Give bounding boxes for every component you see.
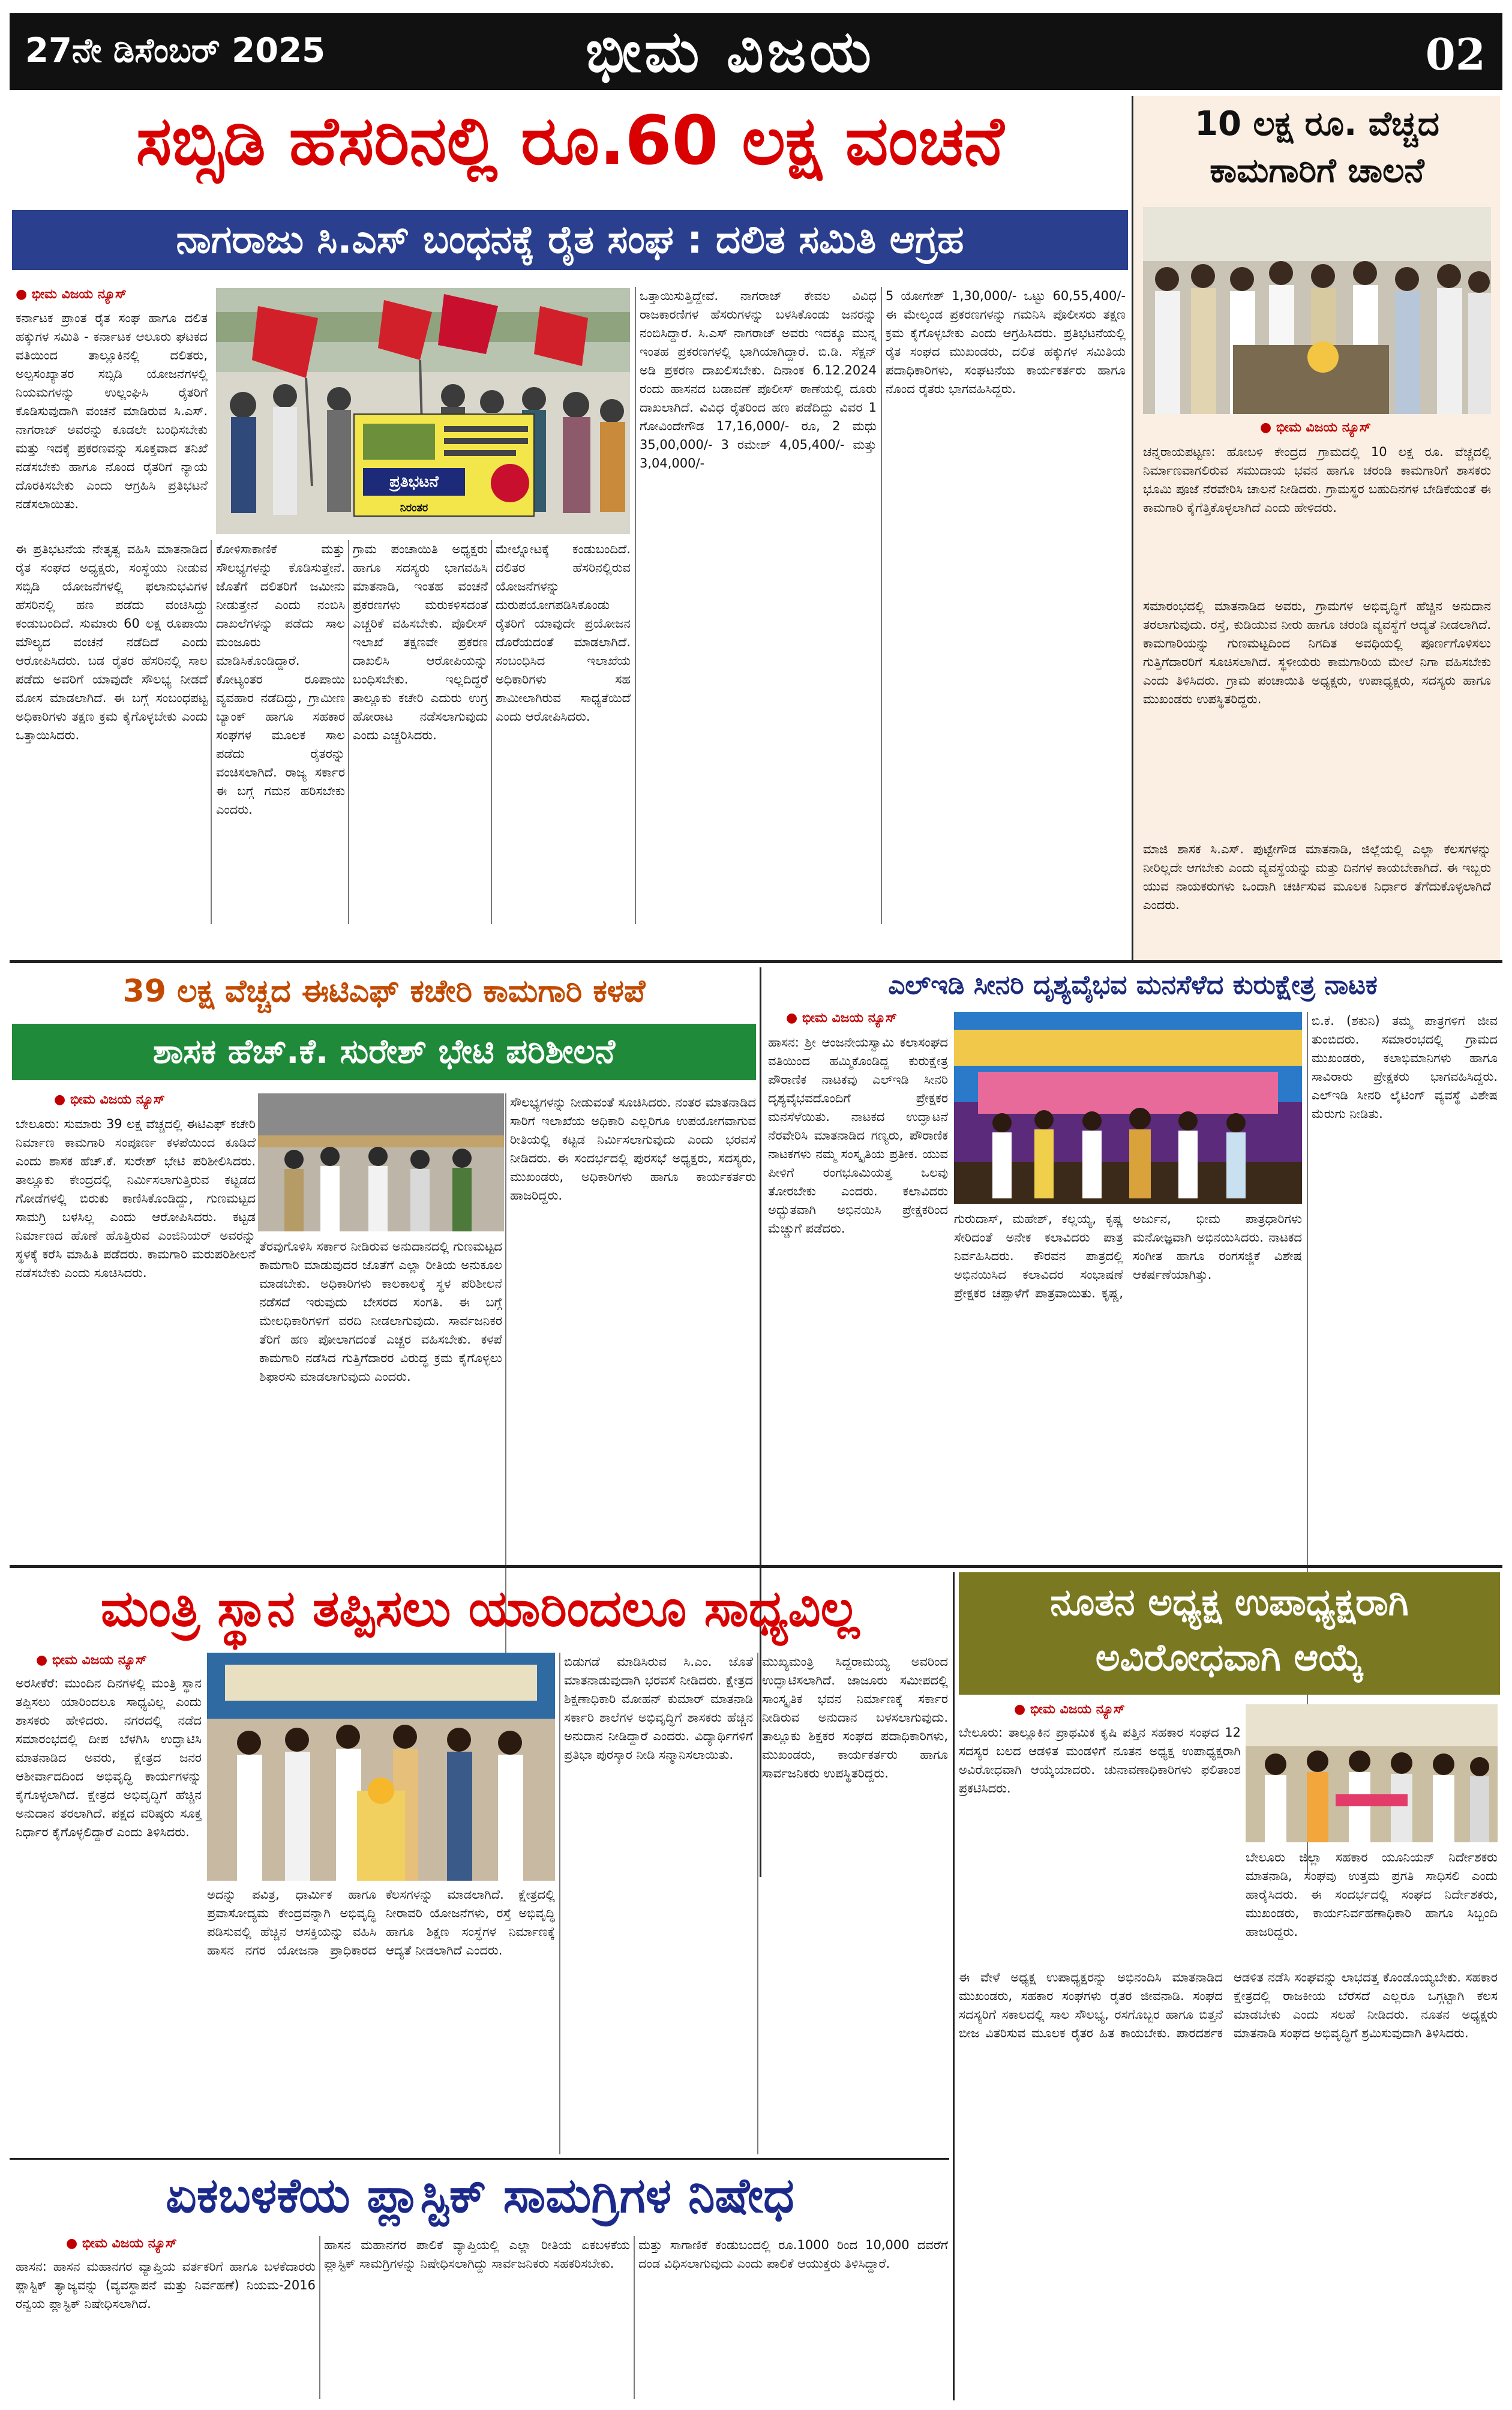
story3-headline: 39 ಲಕ್ಷ ವೆಚ್ಚದ ಈಟಿಎಫ್ ಕಚೇರಿ ಕಾಮಗಾರಿ ಕಳಪೆ [122,973,646,1009]
story4-headline: ಎಲ್ಇಡಿ ಸೀನರಿ ದೃಶ್ಯವೈಭವ ಮನಸೆಳೆದ ಕುರುಕ್ಷೇತ್ರ ನಾಟಕ [888,970,1378,1000]
protest-banner-text: ಪ್ರತಿಭಟನೆ [389,473,439,491]
story1-photo [216,288,630,534]
story1-col-mid1: ಕೋಳಿಸಾಕಾಣಿಕೆ ಮತ್ತು ಸೌಲಭ್ಯಗಳನ್ನು ಕೊಡಿಸುತ್ತೇನೆ. ಜೊತೆಗೆ ದಲಿತರಿಗೆ ಜಮೀನು ನೀಡುತ್ತೇನೆ ಎಂದು ನಂಬಿಸಿ ದಾಖಲೆಗಳನ್ನು ಪಡೆದು ಸಾಲ ಮಂಜೂರು ಮಾಡಿಸಿಕೊಂಡಿದ್ದಾರೆ. ಕೋಟ್ಯಂತರ ರೂಪಾಯಿ ವ್ಯವಹಾರ ನಡೆದಿದ್ದು, ಗ್ರಾಮೀಣ ಬ್ಯಾಂಕ್ ಹಾಗೂ ಸಹಕಾರ ಸಂಘಗಳ ಮೂಲಕ ಸಾಲ ಪಡೆದು ರೈತರನ್ನು ವಂಚಿಸಲಾಗಿದೆ. ರಾಜ್ಯ ಸರ್ಕಾರ ಈ ಬಗ್ಗೆ ಗಮನ ಹರಿಸಬೇಕು ಎಂದರು. [216,542,345,817]
story4-col3: ಬಿ.ಕೆ. (ಶಕುನಿ) ತಮ್ಮ ಪಾತ್ರಗಳಿಗೆ ಜೀವ ತುಂಬಿದರು. ಸಮಾರಂಭದಲ್ಲಿ ಗ್ರಾಮದ ಮುಖಂಡರು, ಕಲಾಭಿಮಾನಿಗಳು ಹಾಗೂ ಸಾವಿರಾರು ಪ್ರೇಕ್ಷಕರು ಭಾಗವಹಿಸಿದ್ದರು. ಎಲ್ಇಡಿ ಸೀನರಿ ಲೈಟಿಂಗ್ ವ್ಯವಸ್ಥೆ ವಿಶೇಷ ಮೆರುಗು ನೀಡಿತು. [1312,1014,1498,1121]
column-divider [953,1572,955,2400]
story1-headline: ಸಬ್ಸಿಡಿ ಹೆಸರಿನಲ್ಲಿ ರೂ.60 ಲಕ್ಷ ವಂಚನೆ [136,102,1004,180]
story2-headline: 10 ಲಕ್ಷ ರೂ. ವೆಚ್ಚದ ಕಾಮಗಾರಿಗೆ ಚಾಲನೆ [1195,104,1439,190]
story7-col3: ಮತ್ತು ಸಾಗಾಣಿಕೆ ಕಂಡುಬಂದಲ್ಲಿ ರೂ.1000 ರಿಂದ 10,000 ದವರೆಗೆ ದಂಡ ವಿಧಿಸಲಾಗುವುದು ಎಂದು ಪಾಲಿಕೆ ಆಯುಕ್ತರು ತಿಳಿಸಿದ್ದಾರೆ. [638,2238,948,2271]
story2-body-c: ಮಾಜಿ ಶಾಸಕ ಸಿ.ಎಸ್. ಪುಟ್ಟೇಗೌಡ ಮಾತನಾಡಿ, ಜಿಲ್ಲೆಯಲ್ಲಿ ಎಲ್ಲಾ ಕೆಲಸಗಳನ್ನು ನೀರಿಲ್ಲದೇ ಆಗಬೇಕು ಎಂದು ವ್ಯವಸ್ಥೆಯನ್ನು ಮತ್ತು ದಿನಗಳ ಕಾಯಬೇಕಾಗಿದೆ. ಈ ಇಬ್ಬರು ಯುವ ನಾಯಕರುಗಳು ಒಂದಾಗಿ ಚರ್ಚಿಸುವ ಮೂಲಕ ನಿರ್ಧಾರ ತೆಗೆದುಕೊಳ್ಳಲಾಗಿದೆ ಎಂದರು. [1143,842,1491,912]
column-divider [211,540,212,924]
page-number: 02 [1425,29,1486,80]
story2-photo [1143,207,1491,414]
column-divider [491,540,492,924]
column-divider [757,1653,758,2154]
column-divider [635,287,636,924]
story2-body-a: ಚನ್ನರಾಯಪಟ್ಟಣ: ಹೋಬಳಿ ಕೇಂದ್ರದ ಗ್ರಾಮದಲ್ಲಿ 10 ಲಕ್ಷ ರೂ. ವೆಚ್ಚದಲ್ಲಿ ನಿರ್ಮಾಣವಾಗಲಿರುವ ಸಮುದಾಯ ಭವನ ಹಾಗೂ ಚರಂಡಿ ಕಾಮಗಾರಿಗೆ ಶಾಸಕರು ಭೂಮಿ ಪೂಜೆ ನೆರವೇರಿಸಿ ಚಾಲನೆ ನೀಡಿದರು. ಗ್ರಾಮಸ್ಥರ ಬಹುದಿನಗಳ ಬೇಡಿಕೆಯಂತೆ ಈ ಕಾಮಗಾರಿ ಕೈಗೆತ್ತಿಕೊಳ್ಳಲಾಗಿದೆ ಎಂದು ಹೇಳಿದರು. [1143,445,1491,515]
story1-col-mid2: ಗ್ರಾಮ ಪಂಚಾಯಿತಿ ಅಧ್ಯಕ್ಷರು ಹಾಗೂ ಸದಸ್ಯರು ಭಾಗವಹಿಸಿ ಮಾತನಾಡಿ, ಇಂತಹ ವಂಚನೆ ಪ್ರಕರಣಗಳು ಮರುಕಳಿಸದಂತೆ ಎಚ್ಚರಿಕೆ ವಹಿಸಬೇಕು. ಪೊಲೀಸ್ ಇಲಾಖೆ ತಕ್ಷಣವೇ ಪ್ರಕರಣ ದಾಖಲಿಸಿ ಆರೋಪಿಯನ್ನು ಬಂಧಿಸಬೇಕು. ಇಲ್ಲದಿದ್ದರೆ ತಾಲ್ಲೂಕು ಕಚೇರಿ ಎದುರು ಉಗ್ರ ಹೋರಾಟ ನಡೆಸಲಾಗುವುದು ಎಂದು ಎಚ್ಚರಿಸಿದರು. [353,542,488,742]
story2-body-b: ಸಮಾರಂಭದಲ್ಲಿ ಮಾತನಾಡಿದ ಅವರು, ಗ್ರಾಮಗಳ ಅಭಿವೃದ್ಧಿಗೆ ಹೆಚ್ಚಿನ ಅನುದಾನ ತರಲಾಗುವುದು. ರಸ್ತೆ, ಕುಡಿಯುವ ನೀರು ಹಾಗೂ ಚರಂಡಿ ವ್ಯವಸ್ಥೆಗೆ ಆದ್ಯತೆ ನೀಡಲಾಗಿದೆ. ಕಾಮಗಾರಿಯನ್ನು ಗುಣಮಟ್ಟದಿಂದ ನಿಗದಿತ ಅವಧಿಯಲ್ಲಿ ಪೂರ್ಣಗೊಳಿಸಲು ಗುತ್ತಿಗೆದಾರರಿಗೆ ಸೂಚಿಸಲಾಗಿದೆ. ಸ್ಥಳೀಯರು ಕಾಮಗಾರಿಯ ಮೇಲೆ ನಿಗಾ ವಹಿಸಬೇಕು ಎಂದು ತಿಳಿಸಿದರು. ಗ್ರಾಮ ಪಂಚಾಯಿತಿ ಅಧ್ಯಕ್ಷರು, ಉಪಾಧ್ಯಕ್ಷರು, ಸದಸ್ಯರು ಹಾಗೂ ಮುಖಂಡರು ಉಪಸ್ಥಿತರಿದ್ದರು. [1143,599,1491,706]
story1-col-left-a: ಕರ್ನಾಟಕ ಪ್ರಾಂತ ರೈತ ಸಂಘ ಹಾಗೂ ದಲಿತ ಹಕ್ಕುಗಳ ಸಮಿತಿ - ಕರ್ನಾಟಕ ಆಲೂರು ಘಟಕದ ವತಿಯಿಂದ ತಾಲ್ಲೂಕಿನಲ್ಲಿ ದಲಿತರು, ಅಲ್ಪಸಂಖ್ಯಾತರ ಸಬ್ಸಿಡಿ ಯೋಜನೆಗಳಲ್ಲಿ ನಿಯಮಗಳನ್ನು ಉಲ್ಲಂಘಿಸಿ ರೈತರಿಗೆ ಕೊಡಿಸುವುದಾಗಿ ವಂಚನೆ ಮಾಡಿರುವ ಸಿ.ಎಸ್. ನಾಗರಾಜ್ ಅವರನ್ನು ಕೂಡಲೇ ಬಂಧಿಸಬೇಕು ಮತ್ತು ಇದಕ್ಕೆ ಪ್ರಕರಣವನ್ನು ಸೂಕ್ತವಾದ ತನಿಖೆ ನಡೆಸಬೇಕು ಹಾಗೂ ನೊಂದ ರೈತರಿಗೆ ನ್ಯಾಯ ದೊರಕಿಸಬೇಕು ಎಂದು ಆಗ್ರಹಿಸಿ ಪ್ರತಿಭಟನೆ ನಡೆಸಲಾಯಿತು. [16,311,208,511]
story7-col1: ಹಾಸನ: ಹಾಸನ ಮಹಾನಗರ ವ್ಯಾಪ್ತಿಯ ವರ್ತಕರಿಗೆ ಹಾಗೂ ಬಳಕೆದಾರರು ಪ್ಲಾಸ್ಟಿಕ್ ತ್ಯಾಜ್ಯವನ್ನು (ವ್ಯವಸ್ಥಾಪನೆ ಮತ್ತು ನಿರ್ವಹಣೆ) ನಿಯಮ-2016 ರನ್ವಯ ಪ್ಲಾಸ್ಟಿಕ್ ನಿಷೇಧಿಸಲಾಗಿದೆ. [16,2259,316,2311]
story1-col-right1: ಒತ್ತಾಯಿಸುತ್ತಿದ್ದೇವೆ. ನಾಗರಾಜ್ ಕೇವಲ ವಿವಿಧ ರಾಜಕಾರಣಿಗಳ ಹೆಸರುಗಳನ್ನು ಬಳಸಿಕೊಂಡು ಜನರನ್ನು ನಂಬಿಸಿದ್ದಾರೆ. ಸಿ.ಎಸ್ ನಾಗರಾಜ್ ಅವರು ಇದಕ್ಕೂ ಮುನ್ನ ಇಂತಹ ಪ್ರಕರಣಗಳಲ್ಲಿ ಭಾಗಿಯಾಗಿದ್ದಾರೆ. ಬಿ.ಡಿ. ಸೆಕ್ಷನ್ ಅಡಿ ಪ್ರಕರಣ ದಾಖಲಿಸಬೇಕು. ದಿನಾಂಕ 6.12.2024 ರಂದು ಹಾಸನದ ಬಡಾವಣೆ ಪೊಲೀಸ್ ಠಾಣೆಯಲ್ಲಿ ದೂರು ದಾಖಲಾಗಿದೆ. ವಿವಿಧ ರೈತರಿಂದ ಹಣ ಪಡೆದಿದ್ದು ವಿವರ 1 ಗೋವಿಂದೇಗೌಡ 17,16,000/- ರೂ, 2 ಮಧು 35,00,000/- 3 ರಮೇಶ್ 4,05,400/- ಮತ್ತು 3,04,000/- [640,289,877,470]
story4-byline: ● ಭೀಮ ವಿಜಯ ನ್ಯೂಸ್ [786,1011,897,1026]
story5-photo [207,1653,555,1881]
masthead [10,13,1502,90]
section-divider [10,960,1502,963]
newspaper-name: ಭೀಮ ವಿಜಯ [586,18,875,85]
story6-body-c: ಬೇಲೂರು ಜಿಲ್ಲಾ ಸಹಕಾರ ಯೂನಿಯನ್ ನಿರ್ದೇಶಕರು ಮಾತನಾಡಿ, ಸಂಘವು ಉತ್ತಮ ಪ್ರಗತಿ ಸಾಧಿಸಲಿ ಎಂದು ಹಾರೈಸಿದರು. ಈ ಸಂದರ್ಭದಲ್ಲಿ ಸಂಘದ ನಿರ್ದೇಶಕರು, ಮುಖಂಡರು, ಕಾರ್ಯನಿರ್ವಹಣಾಧಿಕಾರಿ ಹಾಗೂ ಸಿಬ್ಬಂದಿ ಹಾಜರಿದ್ದರು. [1246,1850,1498,1939]
column-divider [881,287,882,924]
story1-subhead: ನಾಗರಾಜು ಸಿ.ಎಸ್ ಬಂಧನಕ್ಕೆ ರೈತ ಸಂಘ : ದಲಿತ ಸಮಿತಿ ಆಗ್ರಹ [12,210,1128,270]
story5-col1: ಅರಸೀಕೆರೆ: ಮುಂದಿನ ದಿನಗಳಲ್ಲಿ ಮಂತ್ರಿ ಸ್ಥಾನ ತಪ್ಪಿಸಲು ಯಾರಿಂದಲೂ ಸಾಧ್ಯವಿಲ್ಲ ಎಂದು ಶಾಸಕರು ಹೇಳಿದರು. ನಗರದಲ್ಲಿ ನಡೆದ ಸಮಾರಂಭದಲ್ಲಿ ದೀಪ ಬೆಳಗಿಸಿ ಉದ್ಘಾಟಿಸಿ ಮಾತನಾಡಿದ ಅವರು, ಕ್ಷೇತ್ರದ ಜನರ ಆಶೀರ್ವಾದದಿಂದ ಅಭಿವೃದ್ಧಿ ಕಾರ್ಯಗಳನ್ನು ಕೈಗೊಳ್ಳಲಾಗಿದೆ. ಕ್ಷೇತ್ರದ ಅಭಿವೃದ್ಧಿಗೆ ಹೆಚ್ಚಿನ ಅನುದಾನ ತರಲಾಗಿದೆ. ಪಕ್ಷದ ವರಿಷ್ಠರು ಸೂಕ್ತ ನಿರ್ಧಾರ ಕೈಗೊಳ್ಳಲಿದ್ದಾರೆ ಎಂದು ತಿಳಿಸಿದರು. [16,1676,202,1839]
story7-col2: ಹಾಸನ ಮಹಾನಗರ ಪಾಲಿಕೆ ವ್ಯಾಪ್ತಿಯಲ್ಲಿ ಎಲ್ಲಾ ರೀತಿಯ ಏಕಬಳಕೆಯ ಪ್ಲಾಸ್ಟಿಕ್ ಸಾಮಗ್ರಿಗಳನ್ನು ನಿಷೇಧಿಸಲಾಗಿದ್ದು ಸಾರ್ವಜನಿಕರು ಸಹಕರಿಸಬೇಕು. [324,2238,630,2271]
story6-body-b: ಈ ವೇಳೆ ಅಧ್ಯಕ್ಷ ಉಪಾಧ್ಯಕ್ಷರನ್ನು ಅಭಿನಂದಿಸಿ ಮಾತನಾಡಿದ ಮುಖಂಡರು, ಸಹಕಾರ ಸಂಘಗಳು ರೈತರ ಜೀವನಾಡಿ. ಸಂಘದ ಸದಸ್ಯರಿಗೆ ಸಕಾಲದಲ್ಲಿ ಸಾಲ ಸೌಲಭ್ಯ, ರಸಗೊಬ್ಬರ ಹಾಗೂ ಬಿತ್ತನೆ ಬೀಜ ವಿತರಿಸುವ ಮೂಲಕ ರೈತರ ಹಿತ ಕಾಯಬೇಕು. ಪಾರದರ್ಶಕ ಆಡಳಿತ ನಡೆಸಿ ಸಂಘವನ್ನು ಲಾಭದತ್ತ ಕೊಂಡೊಯ್ಯಬೇಕು. ಸಹಕಾರ ಕ್ಷೇತ್ರದಲ್ಲಿ ರಾಜಕೀಯ ಬೆರೆಸದೆ ಎಲ್ಲರೂ ಒಗ್ಗಟ್ಟಾಗಿ ಕೆಲಸ ಮಾಡಬೇಕು ಎಂದು ಸಲಹೆ ನೀಡಿದರು. ನೂತನ ಅಧ್ಯಕ್ಷರು ಮಾತನಾಡಿ ಸಂಘದ ಅಭಿವೃದ್ಧಿಗೆ ಶ್ರಮಿಸುವುದಾಗಿ ತಿಳಿಸಿದರು. [959,1970,1498,2040]
story3-byline: ● ಭೀಮ ವಿಜಯ ನ್ಯೂಸ್ [54,1092,165,1107]
story3-col2: ತೆರವುಗೊಳಿಸಿ ಸರ್ಕಾರ ನೀಡಿರುವ ಅನುದಾನದಲ್ಲಿ ಗುಣಮಟ್ಟದ ಕಾಮಗಾರಿ ಮಾಡುವುದರ ಜೊತೆಗೆ ಎಲ್ಲಾ ರೀತಿಯ ಅನುಕೂಲ ಮಾಡಬೇಕು. ಅಧಿಕಾರಿಗಳು ಕಾಲಕಾಲಕ್ಕೆ ಸ್ಥಳ ಪರಿಶೀಲನೆ ನಡೆಸದೆ ಇರುವುದು ಬೇಸರದ ಸಂಗತಿ. ಈ ಬಗ್ಗೆ ಮೇಲಧಿಕಾರಿಗಳಿಗೆ ವರದಿ ನೀಡಲಾಗುವುದು. ಸಾರ್ವಜನಿಕರ ತೆರಿಗೆ ಹಣ ಪೋಲಾಗದಂತೆ ಎಚ್ಚರ ವಹಿಸಬೇಕು. ಕಳಪೆ ಕಾಮಗಾರಿ ನಡೆಸಿದ ಗುತ್ತಿಗೆದಾರರ ವಿರುದ್ಧ ಕ್ರಮ ಕೈಗೊಳ್ಳಲು ಶಿಫಾರಸು ಮಾಡಲಾಗುವುದು ಎಂದರು. [259,1239,502,1384]
felicitation-photo-illustration [1246,1704,1498,1842]
story1-col-mid3: ಮೇಲ್ನೋಟಕ್ಕೆ ಕಂಡುಬಂದಿದೆ. ದಲಿತರ ಹೆಸರಿನಲ್ಲಿರುವ ಯೋಜನೆಗಳನ್ನು ದುರುಪಯೋಗಪಡಿಸಿಕೊಂಡು ರೈತರಿಗೆ ಯಾವುದೇ ಪ್ರಯೋಜನ ದೊರೆಯದಂತೆ ಮಾಡಲಾಗಿದೆ. ಸಂಬಂಧಿಸಿದ ಇಲಾಖೆಯ ಅಧಿಕಾರಿಗಳು ಸಹ ಶಾಮೀಲಾಗಿರುವ ಸಾಧ್ಯತೆಯಿದೆ ಎಂದು ಆರೋಪಿಸಿದರು. [496,542,631,724]
column-divider [559,1653,560,2154]
story6-body-a: ಬೇಲೂರು: ತಾಲ್ಲೂಕಿನ ಪ್ರಾಥಮಿಕ ಕೃಷಿ ಪತ್ತಿನ ಸಹಕಾರ ಸಂಘದ 12 ಸದಸ್ಯರ ಬಲದ ಆಡಳಿತ ಮಂಡಳಿಗೆ ನೂತನ ಅಧ್ಯಕ್ಷ ಉಪಾಧ್ಯಕ್ಷರಾಗಿ ಅವಿರೋಧವಾಗಿ ಆಯ್ಕೆಯಾದರು. ಚುನಾವಣಾಧಿಕಾರಿಗಳು ಫಲಿತಾಂಶ ಪ್ರಕಟಿಸಿದರು. [959,1725,1241,1795]
inspection-photo-illustration [258,1093,504,1231]
column-divider [1132,96,1133,960]
protest-photo-illustration [216,288,630,534]
story6-headline: ನೂತನ ಅಧ್ಯಕ್ಷ ಉಪಾಧ್ಯಕ್ಷರಾಗಿ ಅವಿರೋಧವಾಗಿ ಆಯ್ಕೆ [959,1572,1500,1695]
story3-photo [258,1093,504,1231]
issue-date: 27ನೇ ಡಿಸೆಂಬರ್ 2025 [25,31,326,70]
story3-subhead: ಶಾಸಕ ಹೆಚ್.ಕೆ. ಸುರೇಶ್ ಭೇಟಿ ಪರಿಶೀಲನೆ [12,1024,756,1080]
lamp-lighting-photo-illustration [207,1653,555,1881]
story5-byline: ● ಭೀಮ ವಿಜಯ ನ್ಯೂಸ್ [36,1653,147,1668]
story3-col3: ಸೌಲಭ್ಯಗಳನ್ನು ನೀಡುವಂತೆ ಸೂಚಿಸಿದರು. ನಂತರ ಮಾತನಾಡಿದ ಸಾರಿಗೆ ಇಲಾಖೆಯ ಅಧಿಕಾರಿ ಎಲ್ಲರಿಗೂ ಉಪಯೋಗವಾಗುವ ರೀತಿಯಲ್ಲಿ ಕಟ್ಟಡ ನಿರ್ಮಿಸಲಾಗುವುದು ಎಂದು ಭರವಸೆ ನೀಡಿದರು. ಈ ಸಂದರ್ಭದಲ್ಲಿ ಪುರಸಭೆ ಅಧ್ಯಕ್ಷರು, ಸದಸ್ಯರು, ಮುಖಂಡರು, ಅಧಿಕಾರಿಗಳು ಹಾಗೂ ಕಾರ್ಯಕರ್ತರು ಹಾಜರಿದ್ದರು. [510,1095,756,1203]
section-divider [10,2158,949,2160]
story4-photo [954,1012,1302,1204]
story4-col1: ಹಾಸನ: ಶ್ರೀ ಆಂಜನೇಯಸ್ವಾಮಿ ಕಲಾಸಂಘದ ವತಿಯಿಂದ ಹಮ್ಮಿಕೊಂಡಿದ್ದ ಕುರುಕ್ಷೇತ್ರ ಪೌರಾಣಿಕ ನಾಟಕವು ಎಲ್ಇಡಿ ಸೀನರಿ ದೃಶ್ಯವೈಭವದೊಂದಿಗೆ ಪ್ರೇಕ್ಷಕರ ಮನಸೆಳೆಯಿತು. ನಾಟಕದ ಉದ್ಘಾಟನೆ ನೆರವೇರಿಸಿ ಮಾತನಾಡಿದ ಗಣ್ಯರು, ಪೌರಾಣಿಕ ನಾಟಕಗಳು ನಮ್ಮ ಸಂಸ್ಕೃತಿಯ ಪ್ರತೀಕ. ಯುವ ಪೀಳಿಗೆ ರಂಗಭೂಮಿಯತ್ತ ಒಲವು ತೋರಬೇಕು ಎಂದರು. ಕಲಾವಿದರು ಅದ್ಭುತವಾಗಿ ಅಭಿನಯಿಸಿ ಪ್ರೇಕ್ಷಕರಿಂದ ಮೆಚ್ಚುಗೆ ಪಡೆದರು. [768,1035,948,1236]
story4-col2: ಗುರುದಾಸ್, ಮಹೇಶ್, ಕಲ್ಲಯ್ಯ, ಕೃಷ್ಣ ಸೇರಿದಂತೆ ಅನೇಕ ಕಲಾವಿದರು ಪಾತ್ರ ನಿರ್ವಹಿಸಿದರು. ಕೌರವನ ಪಾತ್ರದಲ್ಲಿ ಅಭಿನಯಿಸಿದ ಕಲಾವಿದರ ಸಂಭಾಷಣೆ ಪ್ರೇಕ್ಷಕರ ಚಪ್ಪಾಳೆಗೆ ಪಾತ್ರವಾಯಿತು. ಕೃಷ್ಣ, ಅರ್ಜುನ, ಭೀಮ ಪಾತ್ರಧಾರಿಗಳು ಮನೋಜ್ಞವಾಗಿ ಅಭಿನಯಿಸಿದರು. ನಾಟಕದ ಸಂಗೀತ ಹಾಗೂ ರಂಗಸಜ್ಜಿಕೆ ವಿಶೇಷ ಆಕರ್ಷಣೆಯಾಗಿತ್ತು. [954,1212,1302,1300]
story6-photo [1246,1704,1498,1842]
protest-banner-subtext: ನಿರಂತರ [400,502,428,514]
groundbreaking-photo-illustration [1143,207,1491,414]
column-divider [760,967,761,1877]
column-divider [348,540,349,924]
drama-stage-photo-illustration [954,1012,1302,1204]
story5-headline: ಮಂತ್ರಿ ಸ್ಥಾನ ತಪ್ಪಿಸಲು ಯಾರಿಂದಲೂ ಸಾಧ್ಯವಿಲ್ಲ [100,1579,860,1638]
story6-byline: ● ಭೀಮ ವಿಜಯ ನ್ಯೂಸ್ [1014,1702,1125,1717]
column-divider [634,2236,635,2399]
story5-col3: ಬಿಡುಗಡೆ ಮಾಡಿಸಿರುವ ಸಿ.ಎಂ. ಜೊತೆ ಮಾತನಾಡುವುದಾಗಿ ಭರವಸೆ ನೀಡಿದರು. ಕ್ಷೇತ್ರದ ಶಿಕ್ಷಣಾಧಿಕಾರಿ ಮೋಹನ್ ಕುಮಾರ್ ಮಾತನಾಡಿ ಸರ್ಕಾರಿ ಶಾಲೆಗಳ ಅಭಿವೃದ್ಧಿಗೆ ಶಾಸಕರು ಹೆಚ್ಚಿನ ಅನುದಾನ ನೀಡಿದ್ದಾರೆ ಎಂದರು. ವಿದ್ಯಾರ್ಥಿಗಳಿಗೆ ಪ್ರತಿಭಾ ಪುರಸ್ಕಾರ ನೀಡಿ ಸನ್ಮಾನಿಸಲಾಯಿತು. [564,1654,753,1762]
story5-col4: ಮುಖ್ಯಮಂತ್ರಿ ಸಿದ್ದರಾಮಯ್ಯ ಅವರಿಂದ ಉದ್ಘಾಟಿಸಲಾಗಿದೆ. ಜಾಜೂರು ಸಮೀಪದಲ್ಲಿ ಸಾಂಸ್ಕೃತಿಕ ಭವನ ನಿರ್ಮಾಣಕ್ಕೆ ಸರ್ಕಾರ ನೀಡಿರುವ ಅನುದಾನ ಬಳಸಲಾಗುವುದು. ತಾಲ್ಲೂಕು ಶಿಕ್ಷಕರ ಸಂಘದ ಪದಾಧಿಕಾರಿಗಳು, ಮುಖಂಡರು, ಕಾರ್ಯಕರ್ತರು ಹಾಗೂ ಸಾರ್ವಜನಿಕರು ಉಪಸ್ಥಿತರಿದ್ದರು. [762,1654,948,1780]
story7-headline: ಏಕಬಳಕೆಯ ಪ್ಲಾಸ್ಟಿಕ್ ಸಾಮಗ್ರಿಗಳ ನಿಷೇಧ [166,2168,794,2223]
story2-byline: ● ಭೀಮ ವಿಜಯ ನ್ಯೂಸ್ [1260,420,1371,435]
section-divider [10,1565,1502,1568]
story1-byline: ● ಭೀಮ ವಿಜಯ ನ್ಯೂಸ್ [16,287,127,302]
story3-col1: ಬೇಲೂರು: ಸುಮಾರು 39 ಲಕ್ಷ ವೆಚ್ಚದಲ್ಲಿ ಈಟಿಎಫ್ ಕಚೇರಿ ನಿರ್ಮಾಣ ಕಾಮಗಾರಿ ಸಂಪೂರ್ಣ ಕಳಪೆಯಿಂದ ಕೂಡಿದೆ ಎಂದು ಶಾಸಕ ಹೆಚ್.ಕೆ. ಸುರೇಶ್ ಭೇಟಿ ಪರಿಶೀಲಿಸಿದರು. ತಾಲ್ಲೂಕು ಕೇಂದ್ರದಲ್ಲಿ ನಿರ್ಮಿಸಲಾಗುತ್ತಿರುವ ಕಟ್ಟಡದ ಗೋಡೆಗಳಲ್ಲಿ ಬಿರುಕು ಕಾಣಿಸಿಕೊಂಡಿದ್ದು, ಗುಣಮಟ್ಟದ ಸಾಮಗ್ರಿ ಬಳಸಿಲ್ಲ ಎಂದು ಆರೋಪಿಸಿದರು. ಕಟ್ಟಡ ನಿರ್ಮಾಣದ ಹೊಣೆ ಹೊತ್ತಿರುವ ಎಂಜಿನಿಯರ್ ಅವರನ್ನು ಸ್ಥಳಕ್ಕೆ ಕರೆಸಿ ಮಾಹಿತಿ ಪಡೆದರು. ಕಾಮಗಾರಿ ಮರುಪರಿಶೀಲನೆ ನಡೆಸಬೇಕು ಎಂದು ಸೂಚಿಸಿದರು. [16,1117,256,1280]
story1-col-left-b: ಈ ಪ್ರತಿಭಟನೆಯ ನೇತೃತ್ವ ವಹಿಸಿ ಮಾತನಾಡಿದ ರೈತ ಸಂಘದ ಅಧ್ಯಕ್ಷರು, ಸಂಸ್ಥೆಯು ನೀಡುವ ಸಬ್ಸಿಡಿ ಯೋಜನೆಗಳಲ್ಲಿ ಫಲಾನುಭವಿಗಳ ಹೆಸರಿನಲ್ಲಿ ಹಣ ಪಡೆದು ವಂಚಿಸಿದ್ದು ಕಂಡುಬಂದಿದೆ. ಸುಮಾರು 60 ಲಕ್ಷ ರೂಪಾಯಿ ಮೌಲ್ಯದ ವಂಚನೆ ನಡೆದಿದೆ ಎಂದು ಆರೋಪಿಸಿದರು. ಬಡ ರೈತರ ಹೆಸರಿನಲ್ಲಿ ಸಾಲ ಪಡೆದು ಅವರಿಗೆ ಯಾವುದೇ ಸೌಲಭ್ಯ ನೀಡದೆ ಮೋಸ ಮಾಡಲಾಗಿದೆ. ಈ ಬಗ್ಗೆ ಸಂಬಂಧಪಟ್ಟ ಅಧಿಕಾರಿಗಳು ತಕ್ಷಣ ಕ್ರಮ ಕೈಗೊಳ್ಳಬೇಕು ಎಂದು ಒತ್ತಾಯಿಸಿದರು. [16,542,208,742]
story7-byline: ● ಭೀಮ ವಿಜಯ ನ್ಯೂಸ್ [66,2236,177,2251]
column-divider [319,2236,320,2399]
story5-col2: ಅದನ್ನು ಪವಿತ್ರ, ಧಾರ್ಮಿಕ ಹಾಗೂ ಪ್ರವಾಸೋದ್ಯಮ ಕೇಂದ್ರವನ್ನಾಗಿ ಅಭಿವೃದ್ಧಿ ಪಡಿಸುವಲ್ಲಿ ಹೆಚ್ಚಿನ ಆಸಕ್ತಿಯನ್ನು ವಹಿಸಿ ಹಾಸನ ನಗರ ಯೋಜನಾ ಪ್ರಾಧಿಕಾರದ ಕೆಲಸಗಳನ್ನು ಮಾಡಲಾಗಿದೆ. ಕ್ಷೇತ್ರದಲ್ಲಿ ನೀರಾವರಿ ಯೋಜನೆಗಳು, ರಸ್ತೆ ಅಭಿವೃದ್ಧಿ ಹಾಗೂ ಶಿಕ್ಷಣ ಸಂಸ್ಥೆಗಳ ನಿರ್ಮಾಣಕ್ಕೆ ಆದ್ಯತೆ ನೀಡಲಾಗಿದೆ ಎಂದರು. [207,1887,555,1958]
story1-col-right2: 5 ಯೋಗೇಶ್ 1,30,000/- ಒಟ್ಟು 60,55,400/- ಈ ಮೇಲ್ಕಂಡ ಪ್ರಕರಣಗಳನ್ನು ಗಮನಿಸಿ ಪೊಲೀಸರು ತಕ್ಷಣ ಕ್ರಮ ಕೈಗೊಳ್ಳಬೇಕು ಎಂದು ಆಗ್ರಹಿಸಿದರು. ಪ್ರತಿಭಟನೆಯಲ್ಲಿ ರೈತ ಸಂಘದ ಮುಖಂಡರು, ದಲಿತ ಹಕ್ಕುಗಳ ಸಮಿತಿಯ ಪದಾಧಿಕಾರಿಗಳು, ಸಂಘಟನೆಯ ಕಾರ್ಯಕರ್ತರು ಹಾಗೂ ನೊಂದ ರೈತರು ಭಾಗವಹಿಸಿದ್ದರು. [886,289,1126,396]
